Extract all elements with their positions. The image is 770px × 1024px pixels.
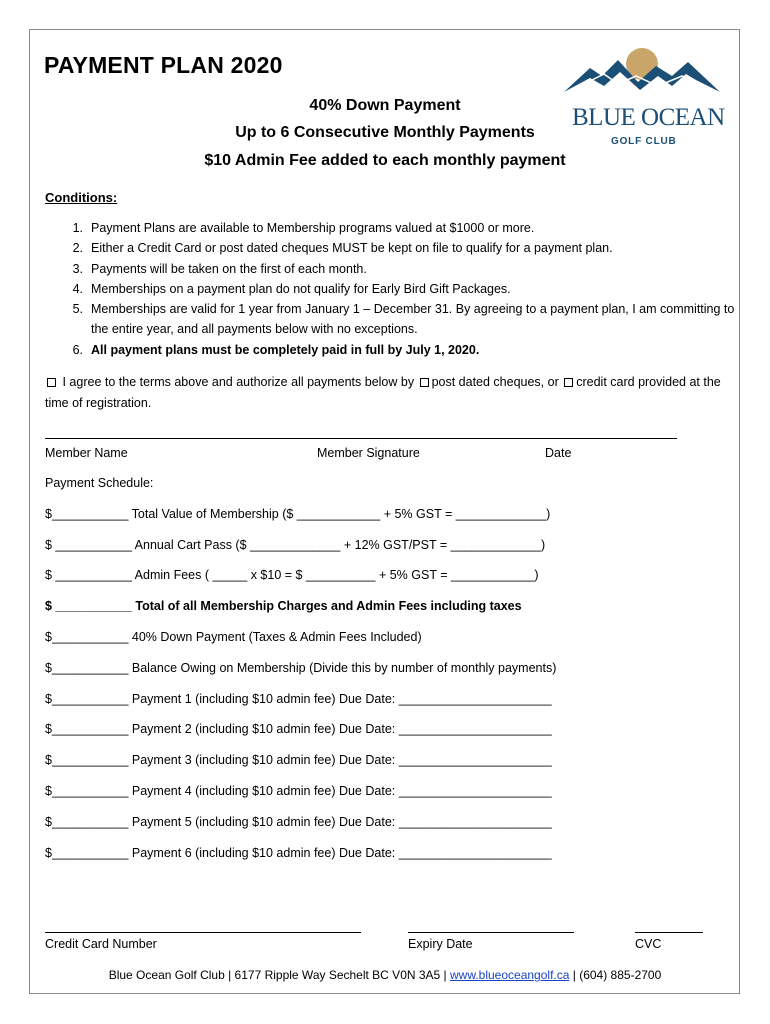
schedule-row[interactable]: $___________ Balance Owing on Membership (Divide this by number of monthly payments)	[45, 661, 557, 675]
agree-checkbox[interactable]	[47, 378, 56, 387]
condition-item	[45, 299, 735, 340]
condition-item	[45, 259, 735, 279]
expiry-date-label: Expiry Date	[408, 937, 473, 951]
condition-number: 3.	[72, 261, 83, 276]
footer-phone: | (604) 885-2700	[569, 968, 662, 982]
logo-subtitle: GOLF CLUB	[611, 136, 677, 147]
date-label: Date	[545, 446, 572, 460]
expiry-date-line[interactable]	[408, 932, 574, 933]
condition-text: Memberships are valid for 1 year from January 1 – December 31. By agreeing to a payment plan, I am committing to the entire year, and all payments below with no exceptions.	[91, 302, 735, 337]
cvc-label: CVC	[635, 937, 662, 951]
website-link[interactable]: www.blueoceangolf.ca	[450, 968, 570, 982]
payment-schedule-label: Payment Schedule:	[45, 476, 154, 490]
condition-text: Either a Credit Card or post dated cheques MUST be kept on file to qualify for a payment plan.	[91, 241, 613, 256]
credit-card-checkbox[interactable]	[564, 378, 573, 387]
signature-line[interactable]	[45, 438, 677, 439]
agreement-part1: I agree to the terms above and authorize all payments below by	[62, 375, 415, 389]
footer-contact	[0, 968, 770, 982]
condition-text: Payment Plans are available to Membership programs valued at $1000 or more.	[91, 221, 535, 235]
page-title: PAYMENT PLAN 2020	[44, 52, 283, 78]
conditions-label: Conditions:	[45, 190, 118, 205]
agreement-text	[45, 372, 735, 414]
member-name-label: Member Name	[45, 446, 128, 460]
schedule-row[interactable]: $___________ Payment 5 (including $10 admin fee) Due Date: ______________________	[45, 815, 552, 829]
credit-card-number-label: Credit Card Number	[45, 937, 157, 951]
condition-item	[45, 340, 735, 360]
condition-item	[45, 238, 735, 258]
credit-card-number-line[interactable]	[45, 932, 361, 933]
condition-text: Payments will be taken on the first of each month.	[91, 261, 367, 276]
heading-down-payment: 40% Down Payment	[309, 97, 461, 114]
heading-admin-fee: $10 Admin Fee added to each monthly payment	[204, 152, 566, 169]
schedule-row[interactable]: $___________ Payment 4 (including $10 admin fee) Due Date: ______________________	[45, 784, 552, 798]
schedule-row[interactable]: $___________ Total Value of Membership ($ ____________ + 5% GST = _____________)	[45, 507, 551, 521]
condition-number: 2.	[72, 241, 83, 256]
conditions-list	[45, 218, 735, 360]
schedule-row[interactable]: $___________ Payment 1 (including $10 admin fee) Due Date: ______________________	[45, 692, 552, 706]
condition-number: 4.	[72, 281, 83, 296]
schedule-row[interactable]: $ ___________ Annual Cart Pass ($ _____________ + 12% GST/PST = _____________)	[45, 538, 546, 552]
post-dated-cheques-checkbox[interactable]	[420, 378, 429, 387]
schedule-row[interactable]: $___________ 40% Down Payment (Taxes & Admin Fees Included)	[45, 630, 422, 644]
schedule-row[interactable]: $ ___________ Admin Fees ( _____ x $10 = $ __________ + 5% GST = ____________)	[45, 568, 539, 582]
condition-number: 1.	[72, 221, 83, 235]
condition-text: All payment plans must be completely paid in full by July 1, 2020.	[91, 342, 480, 357]
condition-number: 6.	[72, 342, 83, 357]
condition-item	[45, 279, 735, 299]
schedule-row[interactable]: $ ___________ Total of all Membership Charges and Admin Fees including taxes	[45, 599, 522, 613]
condition-item	[45, 218, 735, 238]
condition-number: 5.	[72, 302, 83, 317]
agreement-part2: post dated cheques, or	[431, 375, 559, 389]
logo-wordmark: BLUE OCEAN	[572, 104, 725, 131]
heading-monthly-payments: Up to 6 Consecutive Monthly Payments	[235, 124, 535, 141]
footer-address: Blue Ocean Golf Club | 6177 Ripple Way Sechelt BC V0N 3A5 |	[108, 968, 450, 982]
schedule-row[interactable]: $___________ Payment 6 (including $10 admin fee) Due Date: ______________________	[45, 846, 552, 860]
cvc-line[interactable]	[635, 932, 703, 933]
agreement-part3: credit card provided at the time of registration.	[45, 375, 721, 410]
condition-text: Memberships on a payment plan do not qualify for Early Bird Gift Packages.	[91, 281, 511, 296]
member-signature-label: Member Signature	[317, 446, 420, 460]
schedule-row[interactable]: $___________ Payment 3 (including $10 admin fee) Due Date: ______________________	[45, 753, 552, 767]
schedule-row[interactable]: $___________ Payment 2 (including $10 admin fee) Due Date: ______________________	[45, 722, 552, 736]
